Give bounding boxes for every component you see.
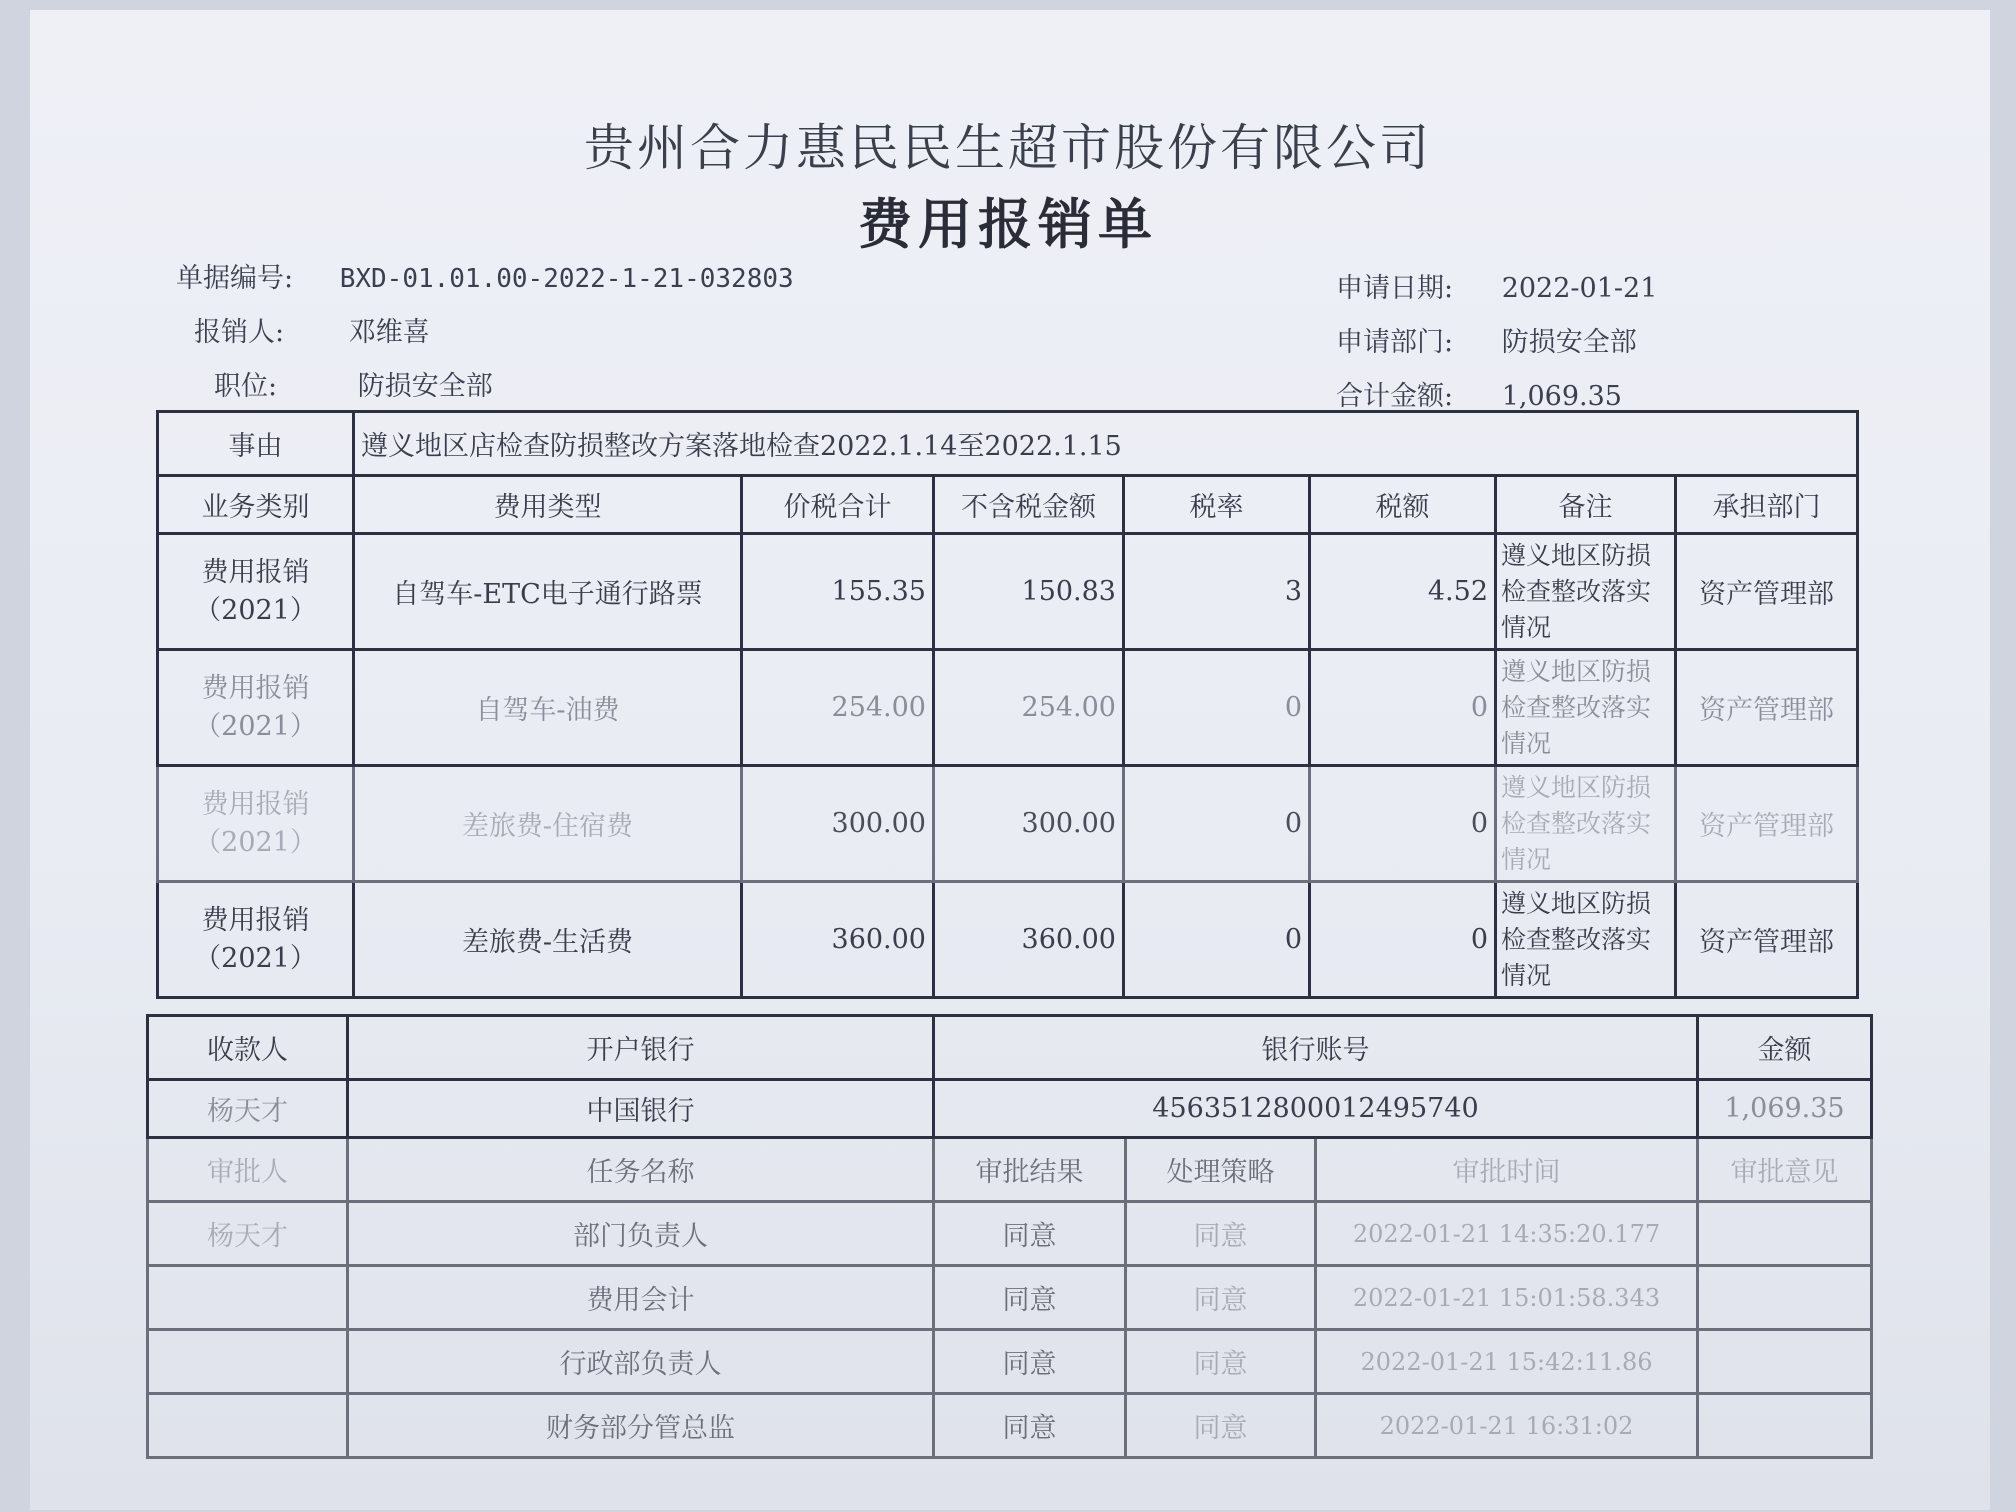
approval-opinion — [1698, 1266, 1872, 1330]
date-field — [1336, 266, 1657, 305]
row-category: 费用报销（2021） — [158, 766, 354, 882]
approval-row — [148, 1394, 1872, 1458]
approval-opinion — [1698, 1394, 1872, 1458]
position-value: 防损安全部 — [357, 371, 493, 402]
approval-strategy: 同意 — [1126, 1266, 1316, 1330]
dept-value: 防损安全部 — [1501, 327, 1637, 358]
payee-bank: 中国银行 — [348, 1080, 934, 1138]
payee-header-row — [148, 1016, 1872, 1080]
row-net: 300.00 — [934, 766, 1124, 882]
row-net: 360.00 — [934, 882, 1124, 998]
col-header-time: 审批时间 — [1316, 1138, 1698, 1202]
row-net: 254.00 — [934, 650, 1124, 766]
doc-no-field — [176, 256, 794, 295]
payee-amount: 1,069.35 — [1698, 1080, 1872, 1138]
table-row — [158, 534, 1858, 650]
claimant-label: 报销人: — [194, 317, 285, 348]
total-field — [1336, 374, 1622, 413]
dept-label: 申请部门: — [1336, 327, 1454, 358]
reason-label: 事由 — [158, 412, 354, 476]
approval-time: 2022-01-21 16:31:02 — [1316, 1394, 1698, 1458]
claimant-field — [194, 310, 430, 349]
approval-approver: 杨天才 — [148, 1202, 348, 1266]
approval-task: 财务部分管总监 — [348, 1394, 934, 1458]
col-header-note: 备注 — [1496, 476, 1676, 534]
reason-row — [158, 412, 1858, 476]
row-total: 254.00 — [742, 650, 934, 766]
table-row — [158, 882, 1858, 998]
col-header-result: 审批结果 — [934, 1138, 1126, 1202]
row-dept: 资产管理部 — [1676, 882, 1858, 998]
row-category: 费用报销（2021） — [158, 534, 354, 650]
approval-result: 同意 — [934, 1394, 1126, 1458]
col-header-type: 费用类型 — [354, 476, 742, 534]
reason-text: 遵义地区店检查防损整改方案落地检查2022.1.14至2022.1.15 — [354, 412, 1858, 476]
row-type: 差旅费-生活费 — [354, 882, 742, 998]
row-rate: 0 — [1124, 650, 1310, 766]
approval-approver — [148, 1330, 348, 1394]
row-tax: 0 — [1310, 650, 1496, 766]
row-tax: 4.52 — [1310, 534, 1496, 650]
position-label: 职位: — [214, 371, 278, 402]
col-header-tax: 税额 — [1310, 476, 1496, 534]
approval-header-row — [148, 1138, 1872, 1202]
row-dept: 资产管理部 — [1676, 766, 1858, 882]
row-note: 遵义地区防损检查整改落实情况 — [1496, 882, 1676, 998]
row-total: 300.00 — [742, 766, 934, 882]
payee-name: 杨天才 — [148, 1080, 348, 1138]
row-note: 遵义地区防损检查整改落实情况 — [1496, 534, 1676, 650]
total-label: 合计金额: — [1336, 381, 1454, 412]
row-dept: 资产管理部 — [1676, 534, 1858, 650]
row-rate: 0 — [1124, 766, 1310, 882]
expense-table — [156, 410, 1859, 999]
row-dept: 资产管理部 — [1676, 650, 1858, 766]
date-label: 申请日期: — [1336, 273, 1454, 304]
claimant-value: 邓维喜 — [348, 317, 430, 348]
col-header-net: 不含税金额 — [934, 476, 1124, 534]
doc-no-label: 单据编号: — [176, 263, 294, 294]
row-category: 费用报销（2021） — [158, 650, 354, 766]
total-value: 1,069.35 — [1501, 381, 1622, 412]
col-header-dept: 承担部门 — [1676, 476, 1858, 534]
approval-approver — [148, 1394, 348, 1458]
row-rate: 0 — [1124, 882, 1310, 998]
approval-strategy: 同意 — [1126, 1330, 1316, 1394]
row-note: 遵义地区防损检查整改落实情况 — [1496, 650, 1676, 766]
row-tax: 0 — [1310, 882, 1496, 998]
approval-strategy: 同意 — [1126, 1394, 1316, 1458]
row-note: 遵义地区防损检查整改落实情况 — [1496, 766, 1676, 882]
row-tax: 0 — [1310, 766, 1496, 882]
approval-time: 2022-01-21 15:42:11.86 — [1316, 1330, 1698, 1394]
row-total: 155.35 — [742, 534, 934, 650]
approval-opinion — [1698, 1202, 1872, 1266]
approval-task: 费用会计 — [348, 1266, 934, 1330]
payee-account: 4563512800012495740 — [934, 1080, 1698, 1138]
col-header-category: 业务类别 — [158, 476, 354, 534]
approval-row — [148, 1202, 1872, 1266]
expense-header-row — [158, 476, 1858, 534]
approval-approver — [148, 1266, 348, 1330]
approval-result: 同意 — [934, 1202, 1126, 1266]
table-row — [158, 650, 1858, 766]
payee-approval-table — [146, 1014, 1873, 1459]
col-header-task: 任务名称 — [348, 1138, 934, 1202]
row-type: 差旅费-住宿费 — [354, 766, 742, 882]
company-name: 贵州合力惠民民生超市股份有限公司 — [584, 119, 1432, 177]
col-header-rate: 税率 — [1124, 476, 1310, 534]
approval-task: 行政部负责人 — [348, 1330, 934, 1394]
date-value: 2022-01-21 — [1501, 273, 1658, 304]
approval-result: 同意 — [934, 1266, 1126, 1330]
row-total: 360.00 — [742, 882, 934, 998]
col-header-total: 价税合计 — [742, 476, 934, 534]
row-rate: 3 — [1124, 534, 1310, 650]
col-header-opinion: 审批意见 — [1698, 1138, 1872, 1202]
table-row — [158, 766, 1858, 882]
approval-time: 2022-01-21 15:01:58.343 — [1316, 1266, 1698, 1330]
row-category: 费用报销（2021） — [158, 882, 354, 998]
col-header-bank: 开户银行 — [348, 1016, 934, 1080]
row-type: 自驾车-ETC电子通行路票 — [354, 534, 742, 650]
approval-row — [148, 1266, 1872, 1330]
payee-row — [148, 1080, 1872, 1138]
dept-field — [1336, 320, 1637, 359]
position-field — [214, 364, 493, 403]
approval-strategy: 同意 — [1126, 1202, 1316, 1266]
form-title: 费用报销单 — [858, 193, 1158, 256]
approval-opinion — [1698, 1330, 1872, 1394]
col-header-strategy: 处理策略 — [1126, 1138, 1316, 1202]
col-header-account: 银行账号 — [934, 1016, 1698, 1080]
row-type: 自驾车-油费 — [354, 650, 742, 766]
approval-task: 部门负责人 — [348, 1202, 934, 1266]
col-header-payee: 收款人 — [148, 1016, 348, 1080]
approval-row — [148, 1330, 1872, 1394]
col-header-approver: 审批人 — [148, 1138, 348, 1202]
doc-no-value: BXD-01.01.00-2022-1-21-032803 — [339, 264, 794, 294]
row-net: 150.83 — [934, 534, 1124, 650]
approval-result: 同意 — [934, 1330, 1126, 1394]
col-header-amount: 金额 — [1698, 1016, 1872, 1080]
approval-time: 2022-01-21 14:35:20.177 — [1316, 1202, 1698, 1266]
